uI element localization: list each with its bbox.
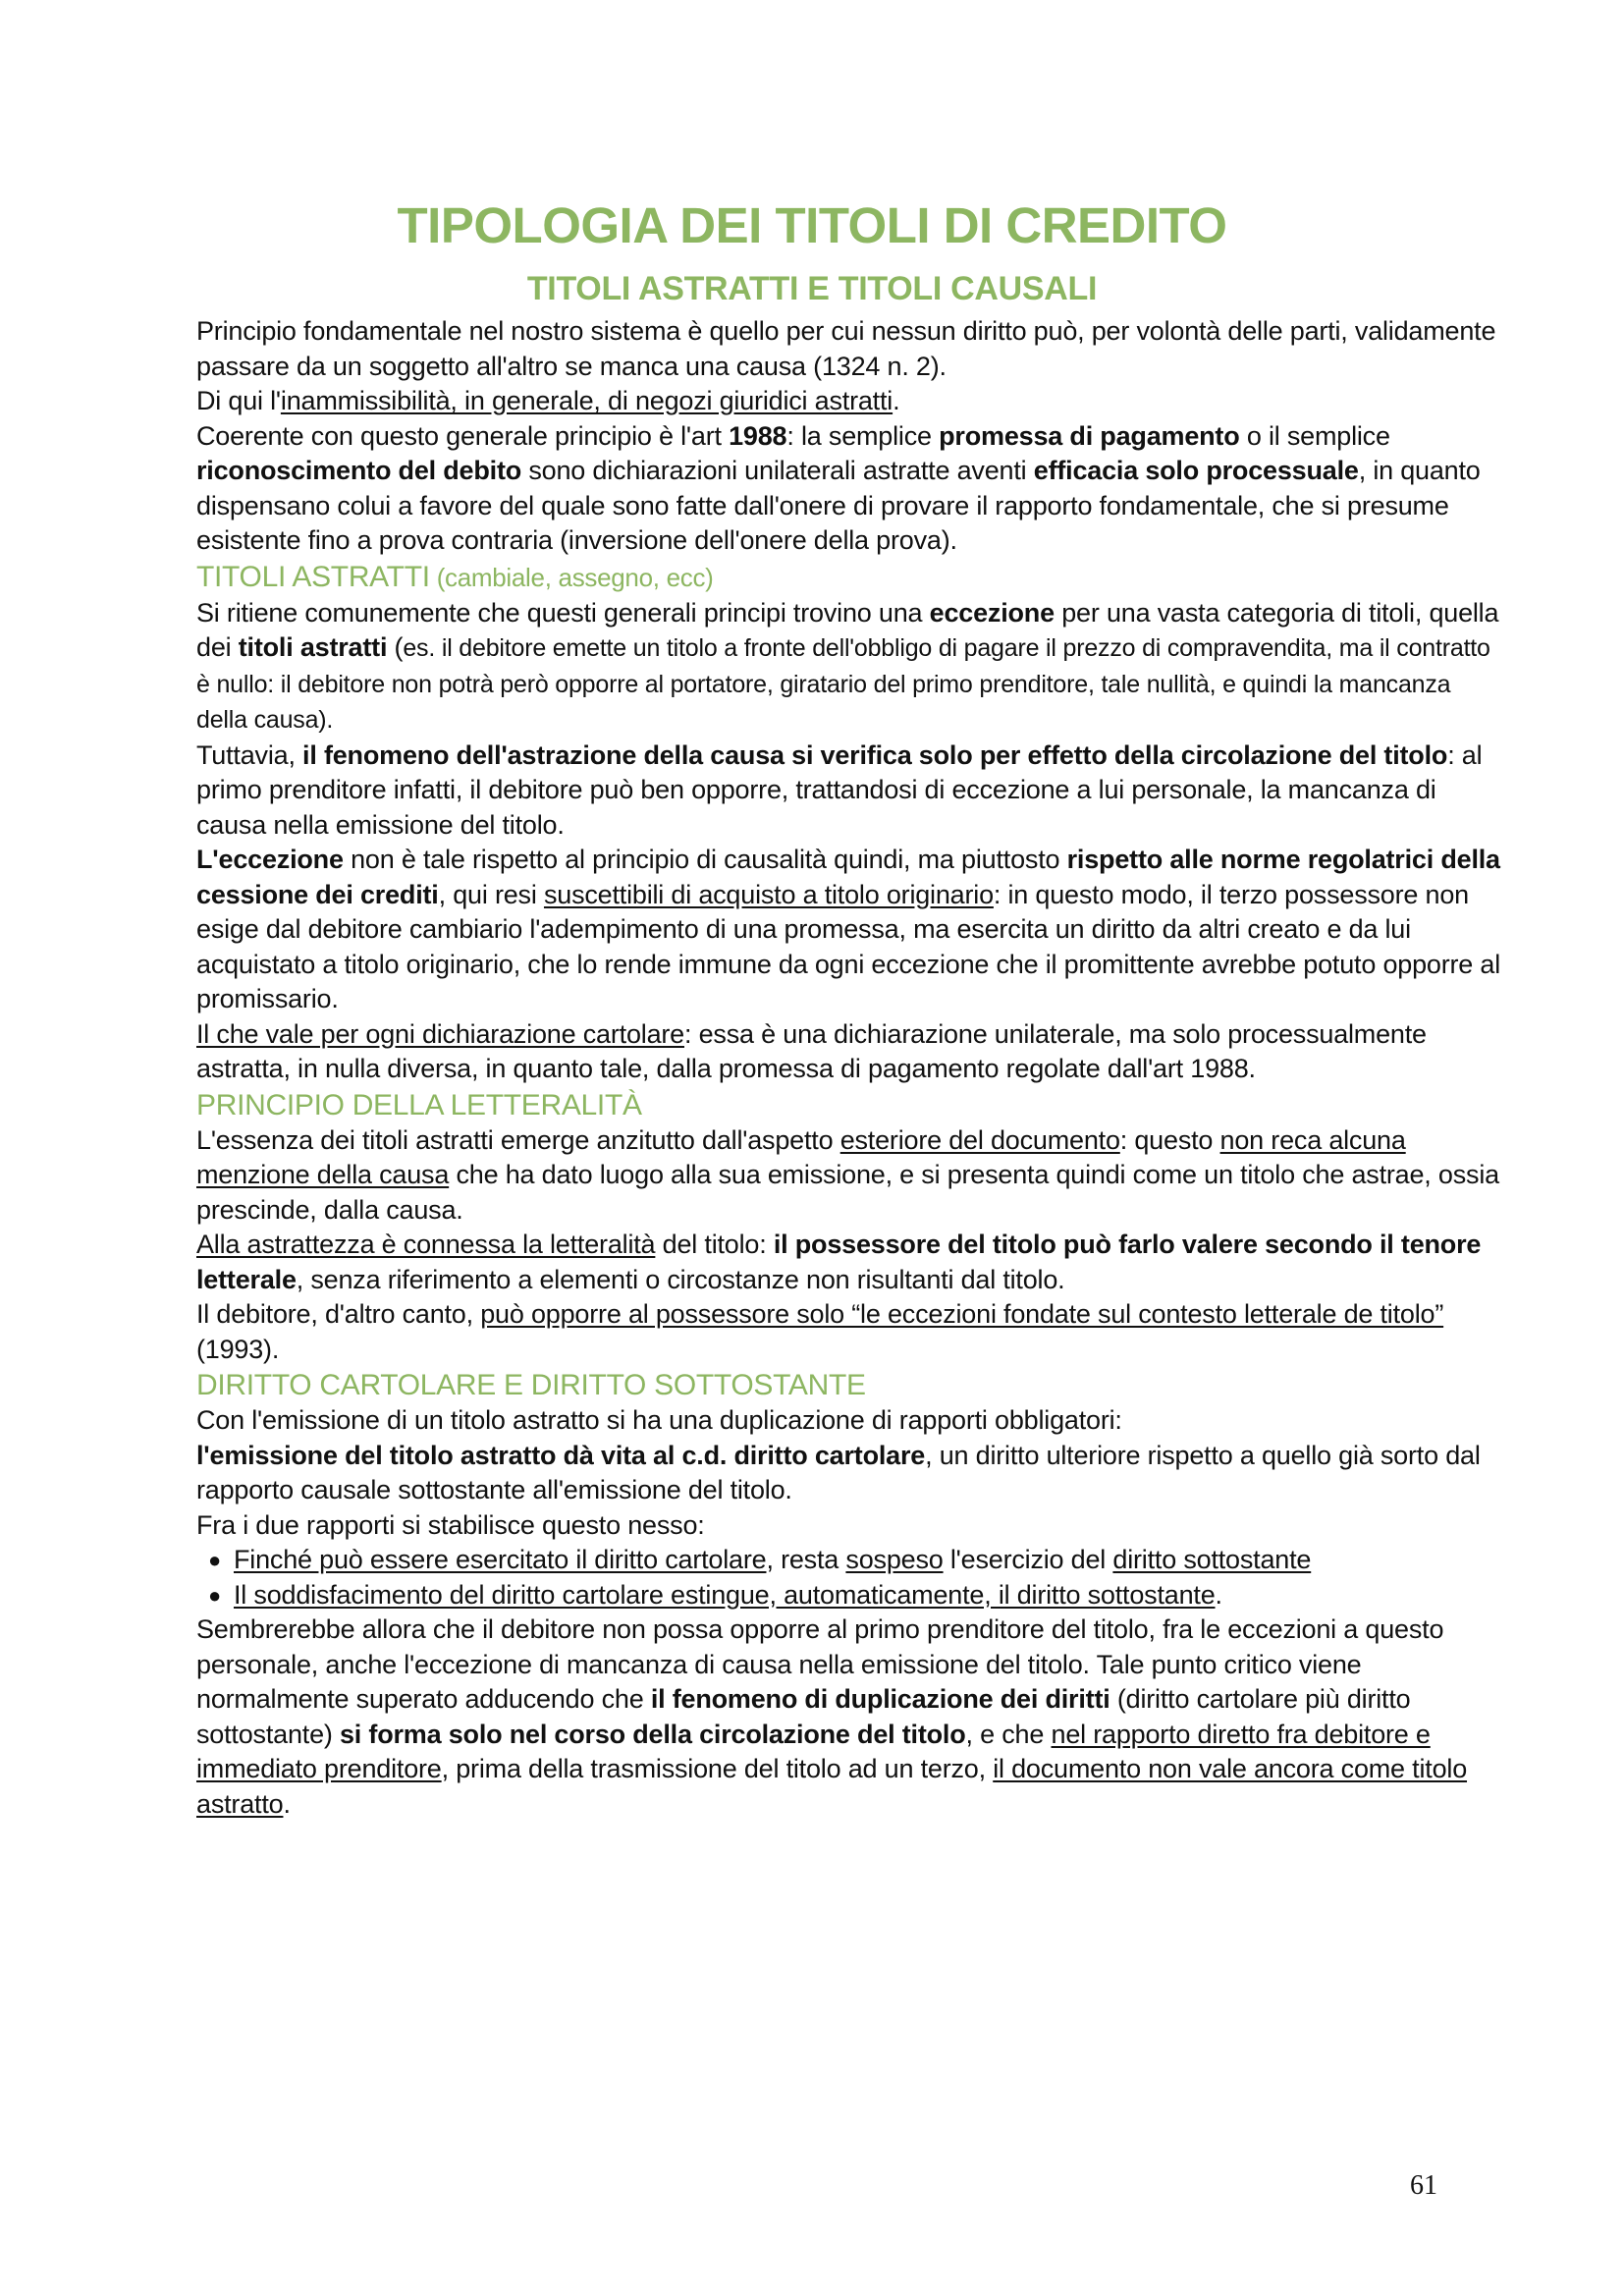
astratti-paragraph-3: L'eccezione non è tale rispetto al principio di causalità quindi, ma piuttosto rispetto alle norme regolatrici della cessione dei crediti, qui resi suscettibili di acquisto a titolo originario: in questo modo, il terzo possessore non esige dal debitore cambiario l'adempimento di una promessa, ma esercita un diritto da altri creato e da lui acquistato a titolo originario, che lo rende immune da ogni eccezione che il promittente avrebbe potuto opporre al promissario.	[196, 845, 1501, 1013]
list-item: ● Il soddisfacimento del diritto cartolare estingue, automaticamente, il diritto sottostante.	[206, 1578, 1502, 1613]
astratti-paragraph-4: Il che vale per ogni dichiarazione cartolare: essa è una dichiarazione unilaterale, ma solo processualmente astratta, in nulla diversa, in quanto tale, dalla promessa di pagamento regolate dall'art 1988.	[196, 1018, 1427, 1083]
section-heading-diritto-cartolare: DIRITTO CARTOLARE E DIRITTO SOTTOSTANTE	[196, 1369, 866, 1401]
sottostante-paragraph-1: Con l'emissione di un titolo astratto si ha una duplicazione di rapporti obbligatori:	[196, 1405, 1122, 1435]
intro-paragraph-3: Coerente con questo generale principio è l'art 1988: la semplice promessa di pagamento o il semplice riconoscimento del debito sono dichiarazioni unilaterali astratte aventi efficacia solo processuale, in quanto dispensano colui a favore del quale sono fatte dall'onere di provare il rapporto fondamentale, che si presume esistente fino a prova contraria (inversione dell'onere della prova).	[196, 420, 1481, 555]
list-item: ● Finché può essere esercitato il diritto cartolare, resta sospeso l'esercizio del diritto sottostante	[206, 1543, 1502, 1578]
page-number: 61	[1410, 2170, 1437, 2201]
section-heading-titoli-astratti: TITOLI ASTRATTI (cambiale, assegno, ecc)	[196, 560, 714, 593]
sottostante-paragraph-2: l'emissione del titolo astratto dà vita al c.d. diritto cartolare, un diritto ulteriore rispetto a quello già sorto dal rapporto causale sottostante all'emissione del titolo.	[196, 1440, 1481, 1504]
page-title: TIPOLOGIA DEI TITOLI DI CREDITO	[397, 197, 1227, 253]
nesso-list	[196, 1543, 1502, 1613]
letteralita-paragraph-2: Alla astrattezza è connessa la letteralità del titolo: il possessore del titolo può farlo valere secondo il tenore letterale, senza riferimento a elementi o circostanze non risultanti dal titolo.	[196, 1230, 1482, 1294]
section-heading-letteralita: PRINCIPIO DELLA LETTERALITÀ	[196, 1088, 642, 1121]
page-subtitle: TITOLI ASTRATTI E TITOLI CAUSALI	[526, 270, 1098, 307]
sottostante-paragraph-3: Fra i due rapporti si stabilisce questo nesso:	[196, 1509, 705, 1540]
letteralita-paragraph-1: L'essenza dei titoli astratti emerge anzitutto dall'aspetto esteriore del documento: questo non reca alcuna menzione della causa che ha dato luogo alla sua emissione, e si presenta quindi come un titolo che astrae, ossia prescinde, dalla causa.	[196, 1124, 1499, 1225]
letteralita-paragraph-3: Il debitore, d'altro canto, può opporre al possessore solo “le eccezioni fondate sul contesto letterale de titolo” (1993).	[196, 1299, 1444, 1364]
astratti-paragraph-1: Si ritiene comunemente che questi generali principi trovino una eccezione per una vasta categoria di titoli, quella dei titoli astratti (es. il debitore emette un titolo a fronte dell'obbligo di pagare il prezzo di compravendita, ma il contratto è nullo: il debitore non potrà però opporre al portatore, giratario del primo prenditore, tale nullità, e quindi la mancanza della causa).	[196, 597, 1499, 734]
intro-paragraph-1: Principio fondamentale nel nostro sistema è quello per cui nessun diritto può, per volontà delle parti, validamente passare da un soggetto all'altro se manca una causa (1324 n. 2).	[196, 316, 1496, 381]
document-body	[196, 314, 1502, 1822]
sottostante-paragraph-4: Sembrerebbe allora che il debitore non possa opporre al primo prenditore del titolo, fra le eccezioni a questo personale, anche l'eccezione di mancanza di causa nella emissione del titolo. Tale punto critico viene normalmente superato adducendo che il fenomeno di duplicazione dei diritti (diritto cartolare più diritto sottostante) si forma solo nel corso della circolazione del titolo, e che nel rapporto diretto fra debitore e immediato prenditore, prima della trasmissione del titolo ad un terzo, il documento non vale ancora come titolo astratto.	[196, 1614, 1468, 1819]
bullet-icon: ●	[208, 1582, 222, 1608]
bullet-icon: ●	[208, 1548, 222, 1572]
intro-paragraph-2: Di qui l'inammissibilità, in generale, di negozi giuridici astratti.	[196, 386, 900, 415]
astratti-paragraph-2: Tuttavia, il fenomeno dell'astrazione della causa si verifica solo per effetto della circolazione del titolo: al primo prenditore infatti, il debitore può ben opporre, trattandosi di eccezione a lui personale, la mancanza di causa nella emissione del titolo.	[196, 739, 1483, 840]
